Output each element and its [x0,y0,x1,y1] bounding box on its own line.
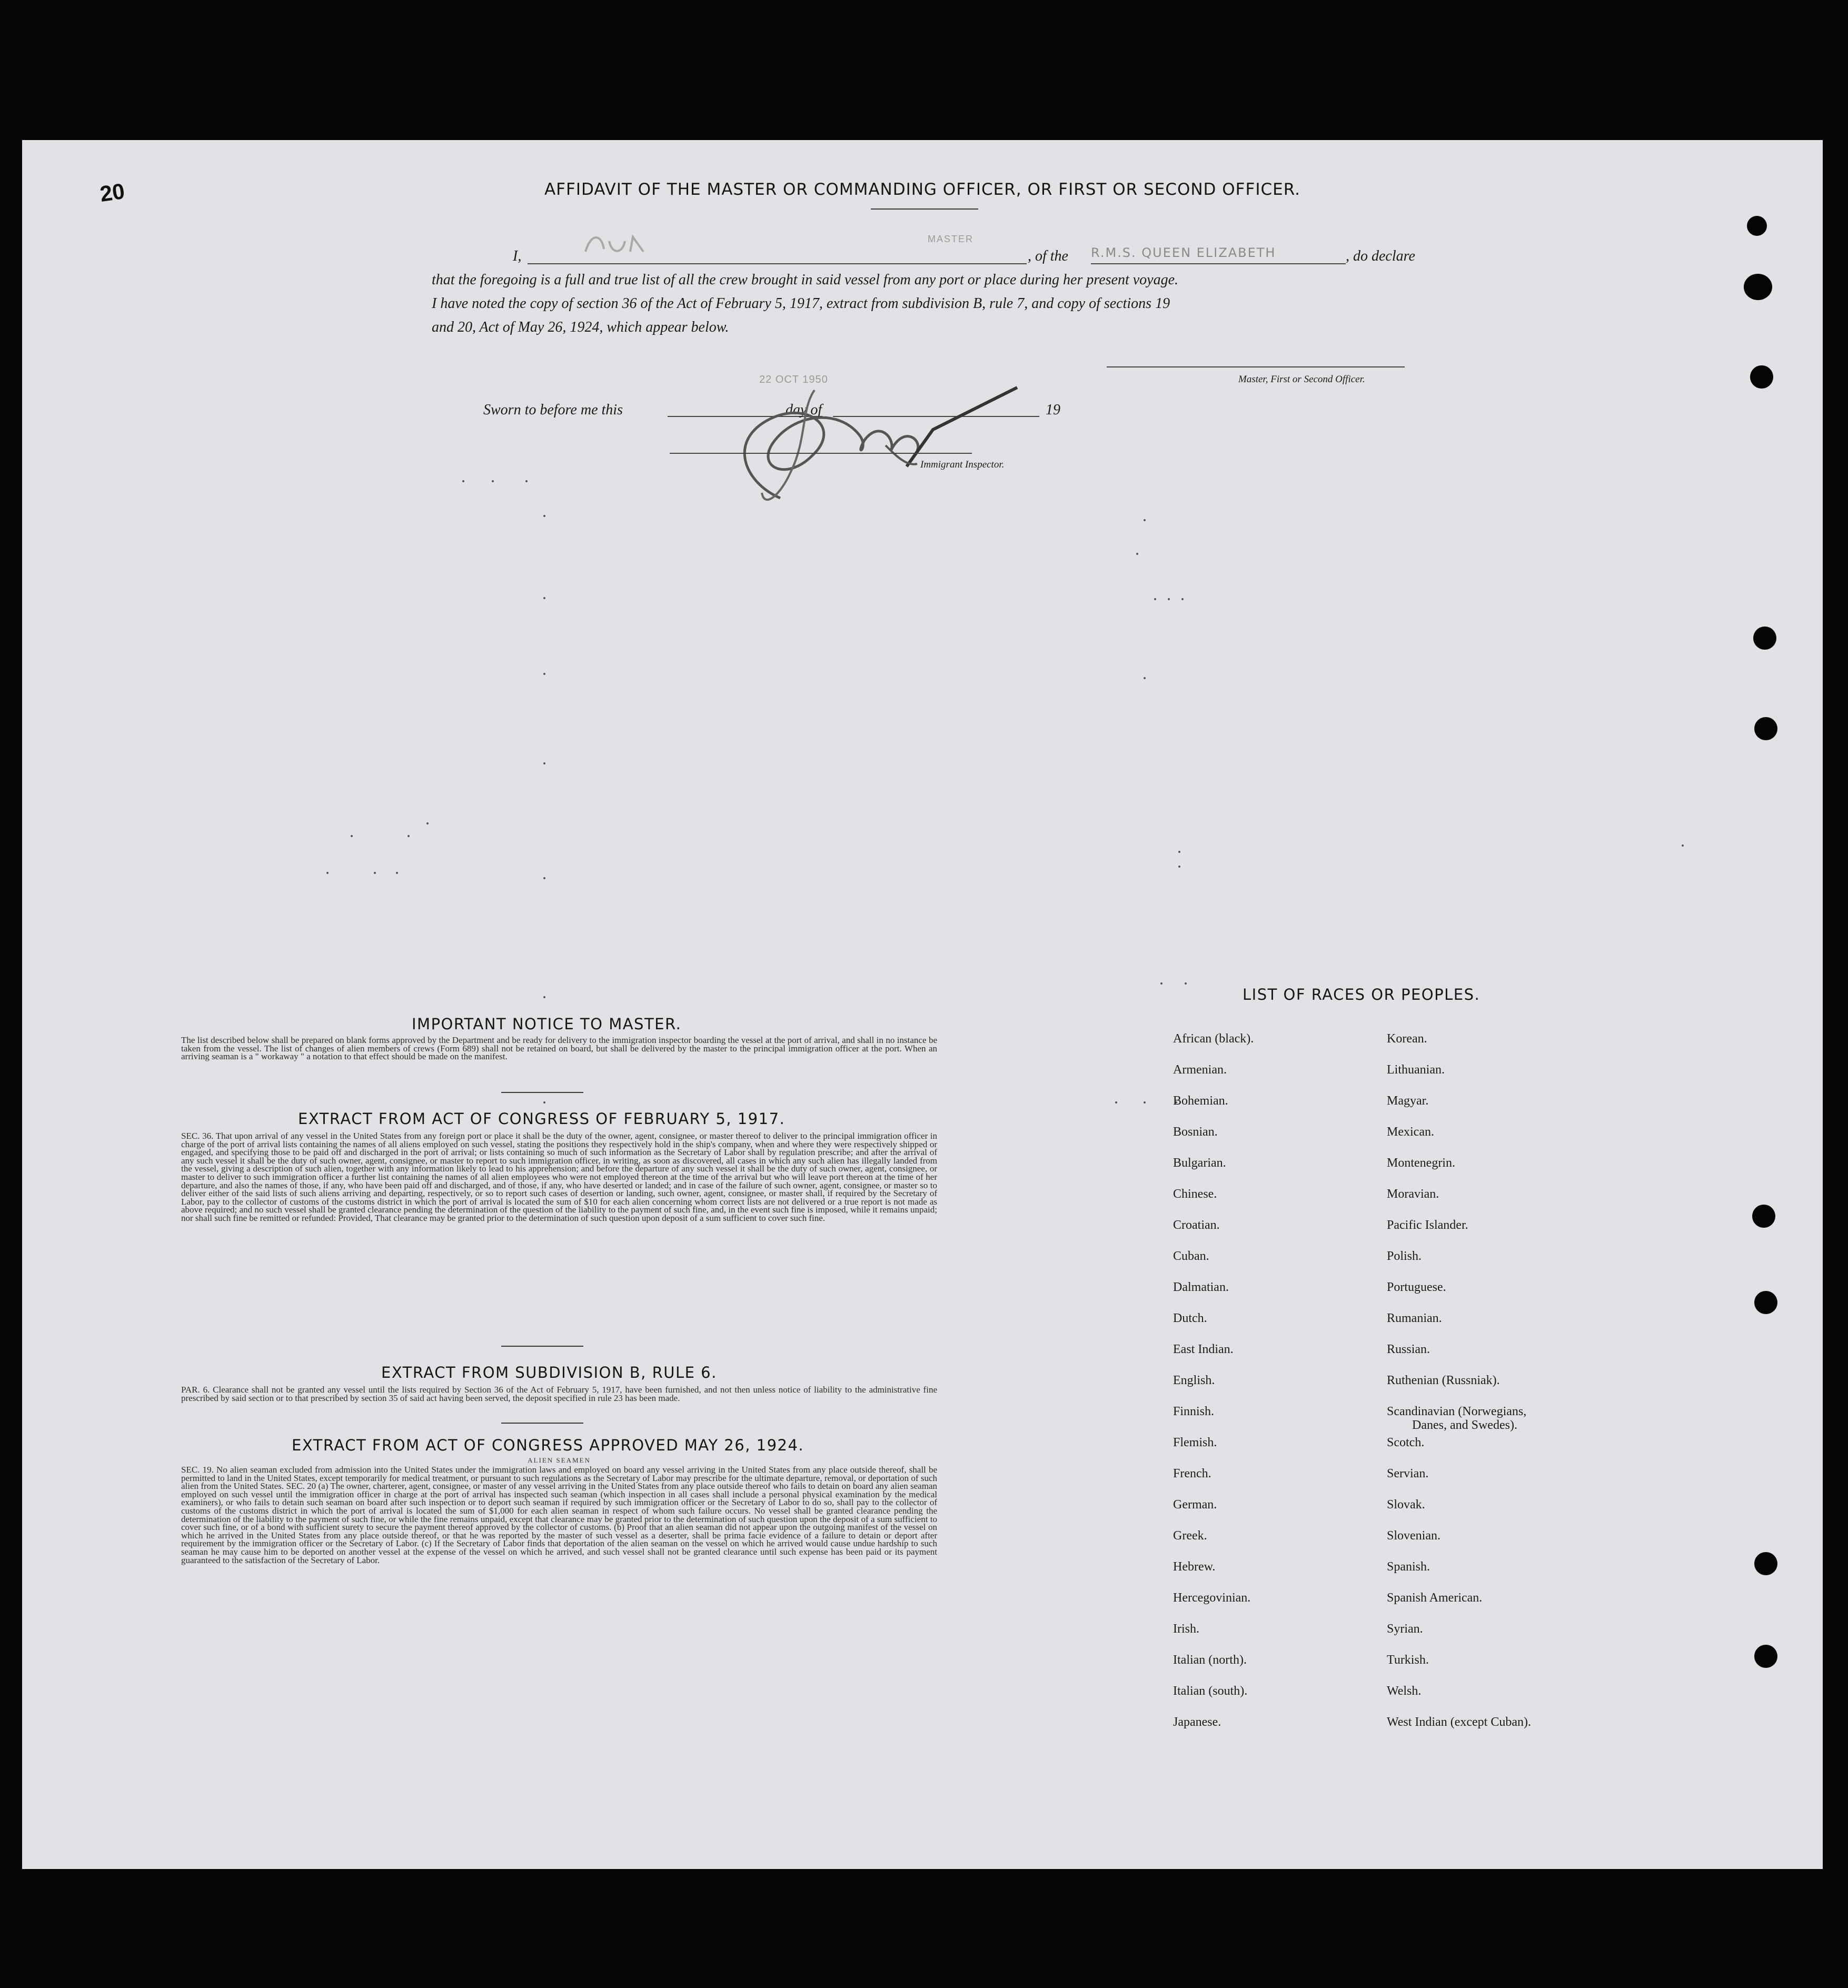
race-right: Slovak. [1387,1498,1425,1512]
punch-hole [1753,627,1776,650]
speck [1154,598,1156,600]
speck [1144,677,1146,679]
affidavit-line1-prefix: I, [513,248,522,264]
race-left: Bohemian. [1173,1094,1228,1108]
speck [1168,598,1170,600]
inspector-signature-line [670,453,972,454]
speck [326,872,329,874]
punch-hole [1750,365,1773,389]
punch-hole [1754,1291,1777,1314]
signature-mark [580,231,654,262]
master-caption: Master, First or Second Officer. [1238,374,1365,385]
races-title: LIST OF RACES OR PEOPLES. [1243,986,1481,1003]
race-right: Syrian. [1387,1622,1423,1636]
race-right: Spanish American. [1387,1591,1483,1605]
race-left: Armenian. [1173,1063,1227,1077]
punch-hole [1752,1205,1775,1228]
race-left: East Indian. [1173,1343,1234,1356]
master-signature-line [1107,366,1405,367]
speck [1160,982,1163,985]
race-left: Italian (south). [1173,1684,1248,1698]
race-left: Bosnian. [1173,1125,1218,1139]
speck [543,877,545,879]
speck [543,515,545,517]
race-left: Irish. [1173,1622,1199,1636]
sworn-year: 19 [1046,402,1060,418]
race-right: West Indian (except Cuban). [1387,1715,1531,1729]
extract-1924-text: SEC. 19. No alien seaman excluded from admission into the United States under the immigration laws and employed on board any vessel arriving in the United States from any place outside thereof, shall be permitted to land in the United States, except temporarily for medical treatment, or pursuant to such regulations as the Secretary of Labor may prescribe for the ultimate departure, removal, or deportation of such alien from the United States. SEC. 20 (a) The owner, charterer, agent, consignee, or master of any vessel arriving in the United States from any place outside thereof who fails to detain on board any alien seaman employed on such vessel until the immigration officer in charge at the port of arrival has inspected such seaman (which inspection in all cases shall include a personal physical examination by the medical examiners), or who fails to detain such seaman on board after such inspection or to deport such seaman if required by such immigration officer or the Secretary of Labor to do so, shall pay to the collector of customs of the customs district in which the port of arrival is located the sum of $1,000 for each alien seaman in respect of whom such failure occurs. No vessel shall be granted clearance pending the determination of the liability to the payment of such fine, or while the fine remains unpaid, except that clearance may be granted prior to the determination of such question upon the deposit of a sum sufficient to cover such fine, or of a bond with sufficient surety to secure the payment thereof approved by the collector of customs. (b) Proof that an alien seaman did not appear upon the outgoing manifest of the vessel on which he arrived in the United States from any place outside thereof, or that he was reported by the master of such vessel as a deserter, shall be prima facie evidence of a failure to detain or deport after requirement by the immigration officer or the Secretary of Labor. (c) If the Secretary of Labor finds that deportation of the alien seaman on the vessel on which he arrived would cause undue hardship to such seaman he may cause him to be deported on another vessel at the expense of the vessel on which he arrived, and such vessel shall not be granted clearance until such expense has been paid or its payment guaranteed to the satisfaction of the Secretary of Labor. [181,1465,937,1565]
sworn-prefix: Sworn to before me this [483,402,623,418]
race-left: English. [1173,1374,1215,1387]
speck [525,480,528,482]
affidavit-line3: I have noted the copy of section 36 of the Act of February 5, 1917, extract from subdivision B, rule 7, and copy of sections 19 [432,295,1170,312]
race-right: Polish. [1387,1249,1422,1263]
speck [543,597,545,599]
master-stamp: MASTER [928,234,974,244]
race-left: Croatian. [1173,1218,1220,1232]
affidavit-line1-of: , of the [1028,248,1068,264]
speck [543,996,545,998]
speck [1181,598,1184,600]
race-left: African (black). [1173,1032,1254,1046]
inspector-caption: Immigrant Inspector. [920,459,1005,470]
notice-text: The list described below shall be prepared on blank forms approved by the Department and be ready for delivery to the immigration inspector boarding the vessel at the port of arrival, and shall in no instance be taken from the vessel. The list of changes of alien members of crews (Form 689) shall not be retained on board, but shall be delivered by the master to the principal immigration officer at the port. When an arriving seaman is a " workaway " a notation to that effect should be made on the manifest. [181,1035,937,1062]
race-right: Servian. [1387,1467,1429,1480]
race-left: Greek. [1173,1529,1207,1543]
divider [501,1346,583,1347]
speck [426,822,429,824]
race-right: Russian. [1387,1343,1430,1356]
race-left: Finnish. [1173,1405,1215,1418]
race-right: Magyar. [1387,1094,1429,1108]
speck [1178,851,1180,853]
race-left: Hercegovinian. [1173,1591,1251,1605]
race-right-continuation: Danes, and Swedes). [1412,1418,1517,1432]
race-left: Hebrew. [1173,1560,1216,1574]
speck [408,835,410,837]
race-right: Slovenian. [1387,1529,1440,1543]
race-right: Mexican. [1387,1125,1434,1139]
race-left: Dalmatian. [1173,1280,1229,1294]
speck [492,480,494,482]
speck [351,835,353,837]
punch-hole [1754,1645,1777,1668]
speck [1144,519,1146,521]
handwritten-signature [707,377,1033,519]
race-right: Scandinavian (Norwegians, [1387,1405,1527,1418]
sworn-day-of: day of [786,402,822,418]
race-right: Montenegrin. [1387,1156,1455,1170]
speck [543,1101,545,1104]
race-left: Italian (north). [1173,1653,1247,1667]
speck [543,762,545,764]
punch-hole [1754,1552,1777,1575]
alien-seamen-subtitle: ALIEN SEAMEN [528,1456,591,1464]
race-right: Pacific Islander. [1387,1218,1468,1232]
stamp-date: 22 OCT 1950 [759,374,828,385]
speck [1178,866,1180,868]
speck [543,673,545,675]
race-left: German. [1173,1498,1217,1512]
race-left: Flemish. [1173,1436,1217,1449]
speck [1682,844,1684,847]
name-field-line [528,263,1027,264]
speck [1136,553,1138,555]
speck [374,872,376,874]
race-right: Turkish. [1387,1653,1429,1667]
speck [396,872,398,874]
race-left: French. [1173,1467,1211,1480]
document-page [22,140,1823,1869]
race-right: Ruthenian (Russniak). [1387,1374,1500,1387]
speck [1115,1101,1117,1104]
affidavit-line2: that the foregoing is a full and true list of all the crew brought in said vessel from any port or place during her present voyage. [432,272,1179,288]
race-left: Chinese. [1173,1187,1217,1201]
rule6-title: EXTRACT FROM SUBDIVISION B, RULE 6. [381,1364,717,1381]
vessel-field-line [1091,263,1346,264]
punch-hole [1747,216,1767,236]
race-right: Welsh. [1387,1684,1422,1698]
race-right: Korean. [1387,1032,1427,1046]
affidavit-line1-suffix: , do declare [1346,248,1415,264]
race-right: Scotch. [1387,1436,1425,1449]
page-mark: 20 [98,178,126,207]
race-right: Rumanian. [1387,1311,1442,1325]
punch-hole [1754,717,1777,740]
speck [1185,982,1187,985]
race-right: Portuguese. [1387,1280,1446,1294]
race-left: Cuban. [1173,1249,1209,1263]
extract-1917-text: SEC. 36. That upon arrival of any vessel in the United States from any foreign port or place it shall be the duty of the owner, agent, consignee, or master thereof to deliver to the principal immigration officer in charge of the port of arrival lists containing the names of all aliens employed on such vessel, stating the positions they respectively hold in the ship's company, when and where they were respectively shipped or engaged, and specifying those to be paid off and discharged in the port of arrival; or lists containing so much of such information as the Secretary of Labor shall by regulation prescribe; and after the arrival of any such vessel it shall be the duty of such owner, agent, consignee, or master to report to such immigration officer, in writing, as soon as discovered, all cases in which any such alien has illegally landed from the vessel, giving a description of such alien, together with any information likely to lead to his apprehension; and before the departure of any such vessel it shall be the duty of such owner, agent, consignee, or master to deliver to such immigration officer a further list containing the names of all alien employees who were not employed thereon at the time of the arrival but who will leave port thereon at the time of her departure, and also the names of those, if any, who have been paid off and discharged, and of those, if any, who have deserted or landed; and in case of the failure of such owner, agent, consignee, or master so to deliver either of the said lists of such aliens arriving and departing, respectively, or so to report such cases of desertion or landing, such owner, agent, consignee, or master shall, if required by the Secretary of Labor, pay to the collector of customs of the customs district in which the port of arrival is located the sum of $10 for each alien concerning whom correct lists are not delivered or a true report is not made as above required; and no such vessel shall be granted clearance pending the determination of the question of the liability to the payment of such fine, and, in the event such fine is imposed, while it remains unpaid; nor shall such fine be remitted or refunded: Provided, That clearance may be granted prior to the determination of such question upon deposit of a sum sufficient to cover such fine. [181,1131,937,1223]
race-right: Moravian. [1387,1187,1439,1201]
vessel-name-field: R.M.S. QUEEN ELIZABETH [1091,245,1276,260]
notice-title: IMPORTANT NOTICE TO MASTER. [412,1015,682,1033]
punch-hole [1744,274,1772,300]
speck [1144,1101,1146,1104]
affidavit-line4: and 20, Act of May 26, 1924, which appear below. [432,319,729,335]
title-underline [871,208,978,210]
race-left: Bulgarian. [1173,1156,1226,1170]
race-right: Lithuanian. [1387,1063,1445,1077]
race-left: Dutch. [1173,1311,1207,1325]
race-left: Japanese. [1173,1715,1221,1729]
extract-1917-title: EXTRACT FROM ACT OF CONGRESS OF FEBRUARY 5, 1917. [298,1110,786,1128]
divider [501,1092,583,1093]
rule6-text: PAR. 6. Clearance shall not be granted any vessel until the lists required by Section 36 of the Act of February 5, 1917, have been furnished, and not then unless notice of liability to the administrative fine prescribed by said section or to that prescribed by section 35 of said act having been served, the deposit specified in rule 23 has been made. [181,1385,937,1403]
divider [501,1423,583,1424]
race-right: Spanish. [1387,1560,1430,1574]
extract-1924-title: EXTRACT FROM ACT OF CONGRESS APPROVED MAY 26, 1924. [292,1436,804,1454]
affidavit-title: AFFIDAVIT OF THE MASTER OR COMMANDING OFFICER, OR FIRST OR SECOND OFFICER. [544,180,1301,199]
speck [462,480,464,482]
